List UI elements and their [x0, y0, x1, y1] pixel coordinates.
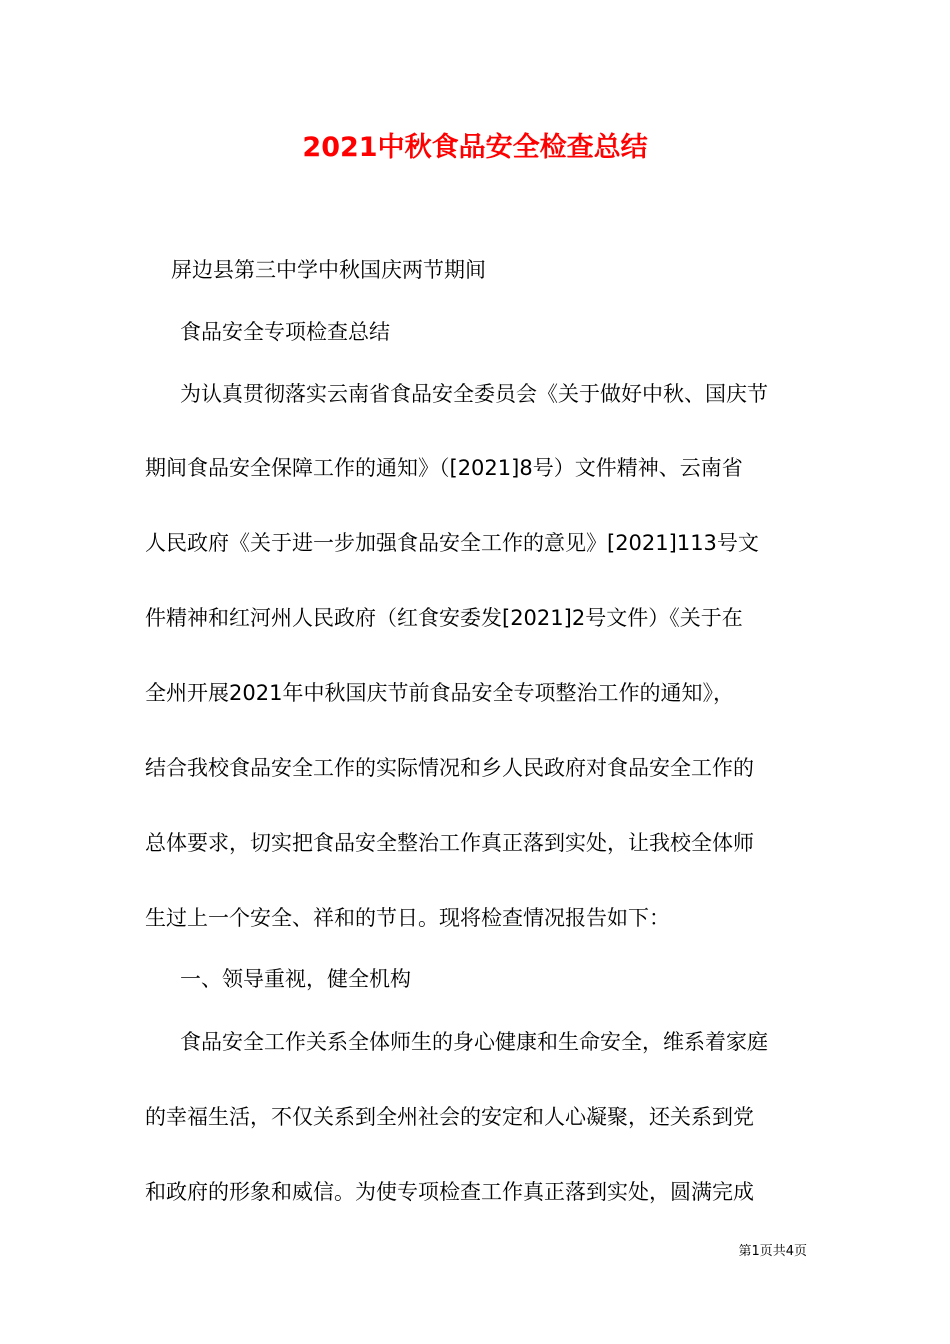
body-line: 为认真贯彻落实云南省食品安全委员会《关于做好中秋、国庆节 [180, 382, 768, 406]
body-line: 和政府的形象和威信。为使专项检查工作真正落到实处，圆满完成 [145, 1180, 754, 1204]
body-line: 总体要求，切实把食品安全整治工作真正落到实处，让我校全体师 [145, 831, 754, 855]
body-line: 件精神和红河州人民政府（红食安委发[2021]2号文件）《关于在 [145, 606, 743, 630]
body-line: 期间食品安全保障工作的通知》（[2021]8号）文件精神、云南省 [145, 456, 743, 480]
body-line: 的幸福生活，不仅关系到全州社会的安定和人心凝聚，还关系到党 [145, 1105, 754, 1129]
body-line: 结合我校食品安全工作的实际情况和乡人民政府对食品安全工作的 [145, 756, 754, 780]
section-heading: 一、领导重视，健全机构 [180, 967, 411, 991]
body-line: 食品安全工作关系全体师生的身心健康和生命安全，维系着家庭 [180, 1030, 768, 1054]
body-line: 生过上一个安全、祥和的节日。现将检查情况报告如下： [145, 906, 670, 930]
document-title: 2021中秋食品安全检查总结 [302, 132, 648, 163]
subtitle-line-1: 屏边县第三中学中秋国庆两节期间 [171, 258, 486, 282]
page-number: 第1页共4页 [738, 1244, 807, 1259]
body-line: 人民政府《关于进一步加强食品安全工作的意见》[2021]113号文 [145, 531, 759, 555]
subtitle-line-2: 食品安全专项检查总结 [180, 320, 390, 344]
body-line: 全州开展2021年中秋国庆节前食品安全专项整治工作的通知》， [145, 681, 734, 705]
